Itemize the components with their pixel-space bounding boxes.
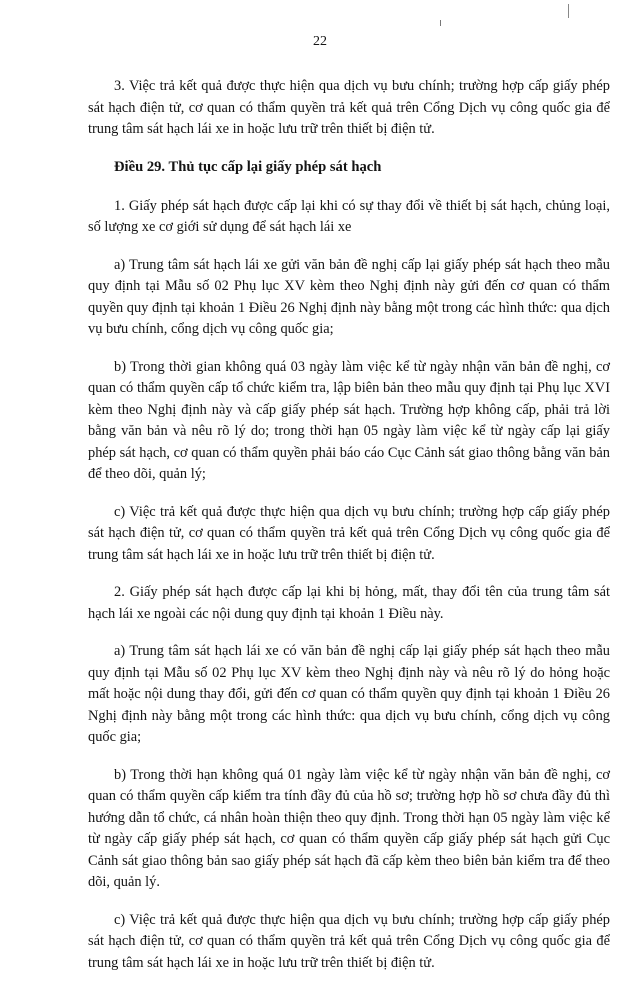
clause-1-c: c) Việc trả kết quả được thực hiện qua dịch vụ bưu chính; trường hợp cấp giấy phép sát hạch điện tử, cơ quan có thẩm quyền trả kết quả trên Cổng Dịch vụ công quốc gia để trung tâm sát hạch lái xe in hoặc lưu trữ trên thiết bị điện tử. <box>88 503 610 563</box>
clause-1-b: b) Trong thời gian không quá 03 ngày làm việc kể từ ngày nhận văn bản đề nghị, cơ quan có thẩm quyền cấp tổ chức kiểm tra, lập biên bản theo mẫu quy định tại Phụ lục XVI kèm theo Nghị định này và cấp giấy phép sát hạch. Trường hợp không cấp, phải trả lời bằng văn bản và nêu rõ lý do; trong thời hạn 05 ngày làm việc kể từ ngày cấp lại giấy phép sát hạch, cơ quan có thẩm quyền phải báo cáo Cục Cảnh sát giao thông bằng văn bản để theo dõi, quản lý; <box>88 358 610 482</box>
clause-2-a: a) Trung tâm sát hạch lái xe có văn bản đề nghị cấp lại giấy phép sát hạch theo mẫu quy định tại Mẫu số 02 Phụ lục XV kèm theo Nghị định này và nêu rõ lý do hỏng hoặc mất hoặc nội dung thay đổi, gửi đến cơ quan có thẩm quyền quy định tại khoản 1 Điều 26 Nghị định này bằng một trong các hình thức: qua dịch vụ bưu chính, cổng dịch vụ công quốc gia; <box>88 643 610 745</box>
scan-mark <box>568 4 569 18</box>
clause-2-b: b) Trong thời hạn không quá 01 ngày làm việc kể từ ngày nhận văn bản đề nghị, cơ quan có thẩm quyền cấp kiểm tra tính đầy đủ của hồ sơ; trường hợp hồ sơ chưa đầy đủ thì hướng dẫn tổ chức, cá nhân hoàn thiện theo quy định. Trong thời hạn 05 ngày làm việc kể từ ngày cấp giấy phép sát hạch, cơ quan có thẩm quyền cấp giấy phép sát hạch gửi Cục Cảnh sát giao thông bản sao giấy phép sát hạch đã cấp kèm theo biên bản kiểm tra để theo dõi, quản lý. <box>88 766 610 890</box>
clause-1-a: a) Trung tâm sát hạch lái xe gửi văn bản đề nghị cấp lại giấy phép sát hạch theo mẫu quy định tại Mẫu số 02 Phụ lục XV kèm theo Nghị định này gửi đến cơ quan có thẩm quyền quy định tại khoản 1 Điều 26 Nghị định này bằng một trong các hình thức: qua dịch vụ bưu chính, cổng dịch vụ công quốc gia; <box>88 256 610 337</box>
page-number: 22 <box>313 34 327 49</box>
document-body <box>88 76 610 990</box>
clause-1: 1. Giấy phép sát hạch được cấp lại khi có sự thay đổi về thiết bị sát hạch, chủng loại, số lượng xe cơ giới sử dụng để sát hạch lái xe <box>88 197 610 235</box>
article-heading: Điều 29. Thủ tục cấp lại giấy phép sát hạch <box>114 158 382 175</box>
clause-2: 2. Giấy phép sát hạch được cấp lại khi bị hỏng, mất, thay đổi tên của trung tâm sát hạch lái xe ngoài các nội dung quy định tại khoản 1 Điều này. <box>88 584 610 622</box>
clause-2-c: c) Việc trả kết quả được thực hiện qua dịch vụ bưu chính; trường hợp cấp giấy phép sát hạch điện tử, cơ quan có thẩm quyền trả kết quả trên Cổng Dịch vụ công quốc gia để trung tâm sát hạch lái xe in hoặc lưu trữ trên thiết bị điện tử. <box>88 911 610 971</box>
scan-tick <box>440 20 441 26</box>
paragraph-3: 3. Việc trả kết quả được thực hiện qua dịch vụ bưu chính; trường hợp cấp giấy phép sát hạch điện tử, cơ quan có thẩm quyền trả kết quả trên Cổng Dịch vụ công quốc gia để trung tâm sát hạch lái xe in hoặc lưu trữ trên thiết bị điện tử. <box>88 78 610 137</box>
